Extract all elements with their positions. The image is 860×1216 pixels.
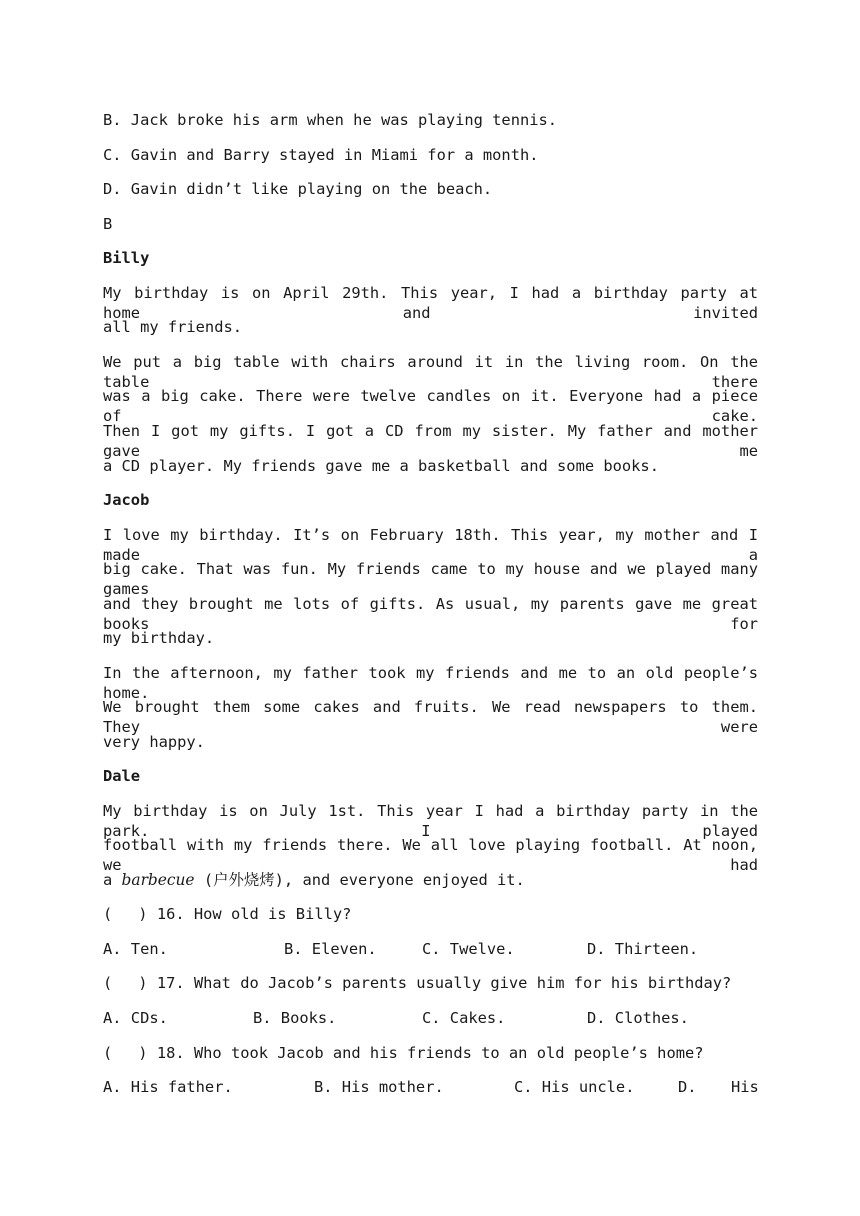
billy-line-2: all my friends.	[103, 318, 242, 336]
option-d: D. Gavin didn’t like playing on the beach.	[103, 180, 493, 198]
q16-option-c[interactable]: C. Twelve.	[422, 940, 515, 958]
answer-paren-open: (	[103, 905, 113, 923]
billy-line-5: Then I got my gifts. I got a CD from my sister. My father and mother gave me	[103, 422, 758, 460]
q16-option-b[interactable]: B. Eleven.	[284, 940, 377, 958]
billy-line-1: My birthday is on April 29th. This year, I had a birthday party at home and invited	[103, 284, 758, 322]
billy-line-6: a CD player. My friends gave me a basketball and some books.	[103, 457, 659, 475]
question-17-text: ) 17. What do Jacob’s parents usually give him for his birthday?	[138, 974, 732, 992]
question-16	[103, 904, 758, 924]
jacob-line-2: big cake. That was fun. My friends came to my house and we played many games	[103, 560, 758, 598]
jacob-line-4: my birthday.	[103, 629, 215, 647]
jacob-heading: Jacob	[103, 491, 150, 509]
barbecue-term: barbecue	[121, 871, 195, 889]
dale-line-3-prefix: a	[103, 871, 122, 889]
q17-option-d[interactable]: D. Clothes.	[587, 1009, 689, 1027]
dale-line-3	[103, 870, 758, 890]
dale-heading: Dale	[103, 767, 141, 785]
option-b: B. Jack broke his arm when he was playing tennis.	[103, 111, 558, 129]
q18-option-d-text: His	[731, 1078, 759, 1096]
jacob-line-5: In the afternoon, my father took my friends and me to an old people’s home.	[103, 664, 758, 702]
q17-option-c[interactable]: C. Cakes.	[422, 1009, 506, 1027]
q16-option-a[interactable]: A. Ten.	[103, 940, 168, 958]
q18-option-c[interactable]: C. His uncle.	[514, 1078, 635, 1096]
billy-line-4: was a big cake. There were twelve candles on it. Everyone had a piece of cake.	[103, 387, 758, 425]
q18-option-b[interactable]: B. His mother.	[314, 1078, 444, 1096]
dale-line-3-suffix: (户外烧烤), and everyone enjoyed it.	[194, 871, 525, 889]
question-18-text: ) 18. Who took Jacob and his friends to an old people’s home?	[138, 1044, 704, 1062]
q18-option-a[interactable]: A. His father.	[103, 1078, 233, 1096]
question-16-text: ) 16. How old is Billy?	[138, 905, 352, 923]
answer-paren-open: (	[103, 974, 113, 992]
dale-line-1: My birthday is on July 1st. This year I had a birthday party in the park. I played	[103, 802, 758, 840]
dale-line-2: football with my friends there. We all love playing football. At noon, we had	[103, 836, 758, 874]
jacob-line-1: I love my birthday. It’s on February 18th. This year, my mother and I made a	[103, 526, 758, 564]
question-17	[103, 973, 758, 993]
q18-option-d[interactable]: D.	[678, 1078, 697, 1096]
jacob-line-3: and they brought me lots of gifts. As usual, my parents gave me great books for	[103, 595, 758, 633]
q17-option-b[interactable]: B. Books.	[253, 1009, 337, 1027]
q16-option-d[interactable]: D. Thirteen.	[587, 940, 699, 958]
jacob-line-6: We brought them some cakes and fruits. We read newspapers to them. They were	[103, 698, 758, 736]
section-label: B	[103, 215, 113, 233]
billy-line-3: We put a big table with chairs around it in the living room. On the table there	[103, 353, 758, 391]
q17-option-a[interactable]: A. CDs.	[103, 1009, 168, 1027]
question-18	[103, 1043, 758, 1063]
answer-paren-open: (	[103, 1044, 113, 1062]
billy-heading: Billy	[103, 249, 150, 267]
jacob-line-7: very happy.	[103, 733, 205, 751]
option-c: C. Gavin and Barry stayed in Miami for a month.	[103, 146, 539, 164]
